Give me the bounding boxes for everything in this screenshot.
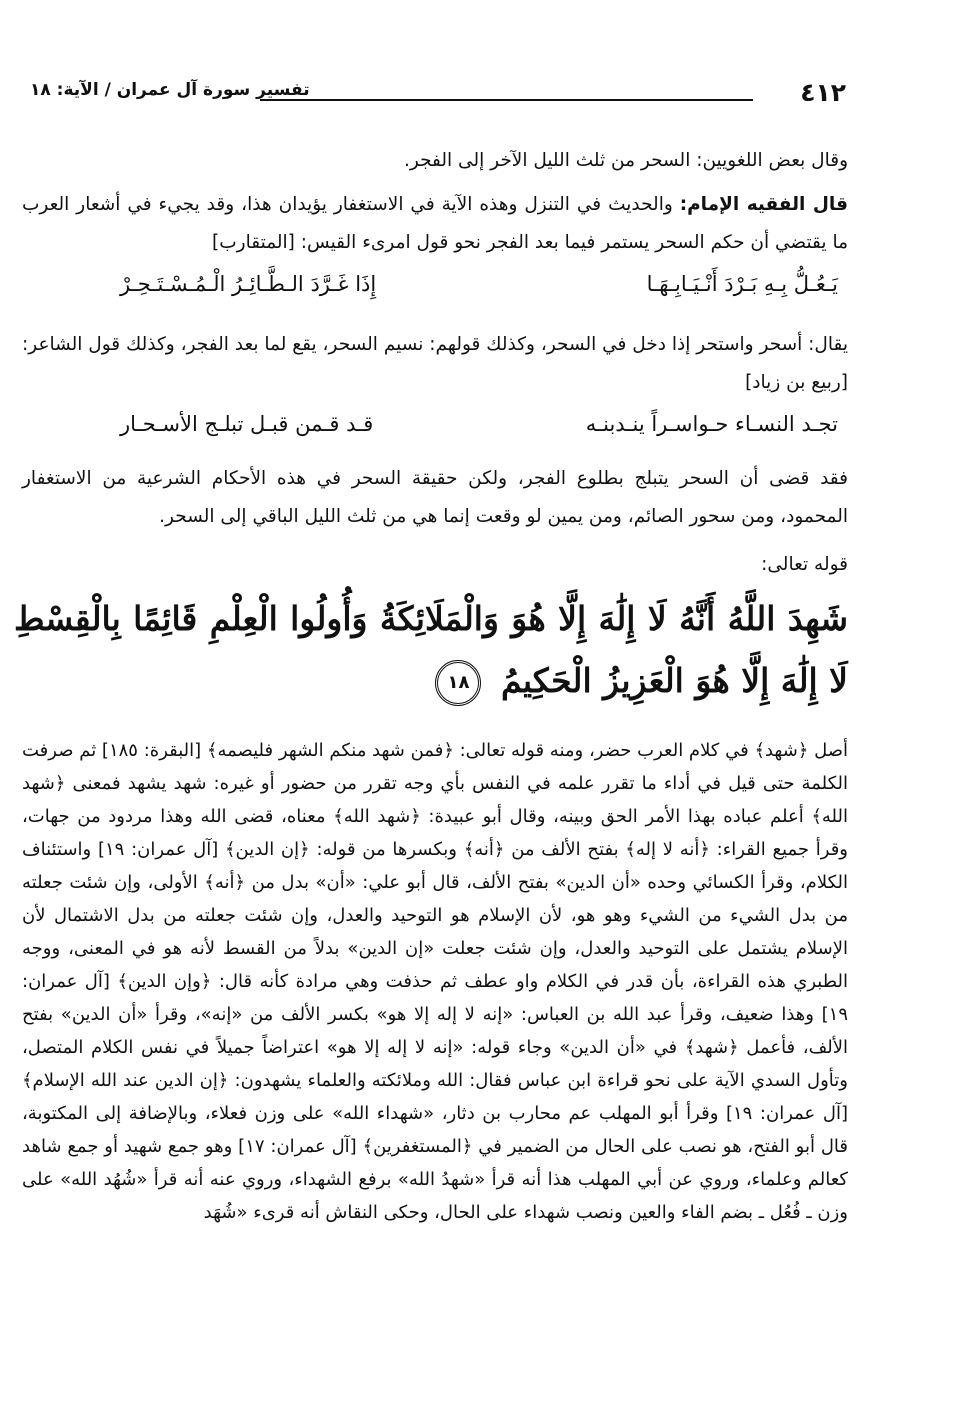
verse-hemistich-second: إِذَا غَـرَّدَ الـطَّـائِـرُ الْـمُـسْـتَـحِـرْ (120, 272, 377, 296)
running-header-title: تفسير سورة آل عمران / الآية: ١٨ (30, 80, 310, 100)
poem-verse-2 (120, 412, 838, 436)
paragraph-text: يقال: أسحر واستحر إذا دخل في السحر، وكذلك قولهم: نسيم السحر، يقع لما بعد الفجر، وكذلك قول الشاعر: (22, 334, 848, 355)
paragraph-text: فقد قضى أن السحر يتبلج بطلوع الفجر، ولكن حقيقة السحر في هذه الأحكام الشرعية من الاستغفار المحمود، ومن سحور الصائم، ومن يمين لو وقعت إنما هي من ثلث الليل الباقي إلى السحر. (22, 468, 848, 527)
verse-number-marker: ١٨ (435, 660, 481, 706)
paragraph-text: وقال بعض اللغويين: السحر من ثلث الليل الآخر إلى الفجر. (404, 150, 848, 171)
paragraph-conclusion (22, 460, 848, 536)
paragraph-text: والحديث في التنزل وهذه الآية في الاستغفار يؤيدان هذا، وقد يجيء في أشعار العرب ما يقتضي أن حكم السحر يستمر فيما بعد الفجر نحو قول امرىء القيس: (22, 194, 848, 253)
verse-hemistich-first: يَـعُـلُّ بِـهِ بَـرْدَ أَنْـيَـابِـهَـا (646, 272, 838, 296)
paragraph-intro-ayah (22, 546, 848, 584)
quran-verse (14, 588, 848, 712)
meter-label: [المتقارب] (212, 232, 295, 253)
verse-hemistich-first: تجـد النسـاء حـواسـراً ينـدبنـه (585, 412, 838, 436)
verse-hemistich-second: قـد قـمن قبـل تبلـج الأسـحـار (120, 412, 374, 436)
page-number: ٤١٢ (800, 78, 846, 107)
speaker-label: قال الفقيه الإمام: (679, 194, 848, 215)
paragraph-linguists (22, 142, 848, 180)
commentary-text: أصل ﴿شهد﴾ في كلام العرب حضر، ومنه قوله تعالى: ﴿فمن شهد منكم الشهر فليصمه﴾ [البقرة: ١٨٥] ثم صرفت الكلمة حتى قيل في أداء ما تقرر علمه في النفس بأي وجه تقرر من حضور أو غيره: شهد يشهد فمعنى ﴿شهد الله﴾ أعلم عباده بهذا الأمر الحق وبينه، وقال أبو عبيدة: ﴿شهد الله﴾ معناه، قضى الله وهذا مردود من جهات، وقرأ جميع القراء: ﴿أنه لا إله﴾ بفتح الألف من ﴿أنه﴾ وبكسرها من قوله: ﴿إن الدين﴾ [آل عمران: ١٩] واستئناف الكلام، وقرأ الكسائي وحده «أن الدين» بفتح الألف، قال أبو علي: «أن» بدل من ﴿أنه﴾ الأولى، وإن شئت جعلته من بدل الشيء من الشيء وهو هو، لأن الإسلام هو التوحيد والعدل، وإن شئت جعلته من بدل الاشتمال لأن الإسلام يشتمل على التوحيد والعدل، وإن شئت جعلت «إن الدين» بدلاً من القسط لأنه هو في المعنى، ووجه الطبري هذه القراءة، بأن قدر في الكلام واو عطف ثم حذفت وهي مرادة كأنه قال: ﴿وإن الدين﴾ [آل عمران: ١٩] وهذا ضعيف، وقرأ عبد الله بن العباس: «إنه لا إله إلا هو» بكسر الألف من «إنه»، وقرأ «أن الدين» بفتح الألف، فأعمل ﴿شهد﴾ في «أن الدين» وجاء قوله: «إنه لا إله إلا هو» اعتراضاً جميلاً في نفس الكلام المتصل، وتأول السدي الآية على نحو قراءة ابن عباس فقال: الله وملائكته والعلماء يشهدون: ﴿إن الدين عند الله الإسلام﴾ [آل عمران: ١٩] وقرأ أبو المهلب عم محارب بن دثار، «شهداء الله» على وزن فعلاء، وبالإضافة إلى المكتوبة، قال أبو الفتح، هو نصب على الحال من الضمير في ﴿المستغفرين﴾ [آل عمران: ١٧] وهو جمع شهيد أو جمع شاهد كعالم وعلماء، وروي عن أبي المهلب هذا أنه قرأ «شهدُ الله» برفع الشهداء، وروي عنه أنه قرأ «شُهُد الله» على وزن ـ فُعُل ـ بضم الفاء والعين ونصب شهداء على الحال، وحكى النقاش أنه قرىء «شُهَد (22, 740, 849, 1223)
quran-verse-text: شَهِدَ اللَّهُ أَنَّهُ لَا إِلَٰهَ إِلَّا هُوَ وَالْمَلَائِكَةُ وَأُولُوا الْعِلْمِ قَائِمًا بِالْقِسْطِ لَا إِلَٰهَ إِلَّا هُوَ الْعَزِيزُ الْحَكِيمُ (14, 599, 848, 700)
header-rule (260, 99, 753, 101)
paragraph-jurist (22, 186, 848, 262)
poem-verse-1 (120, 272, 838, 296)
paragraph-saying (22, 326, 848, 402)
poet-label: [ربيع بن زياد] (745, 372, 848, 393)
paragraph-text: قوله تعالى: (761, 554, 848, 575)
commentary-paragraph (22, 734, 848, 1229)
